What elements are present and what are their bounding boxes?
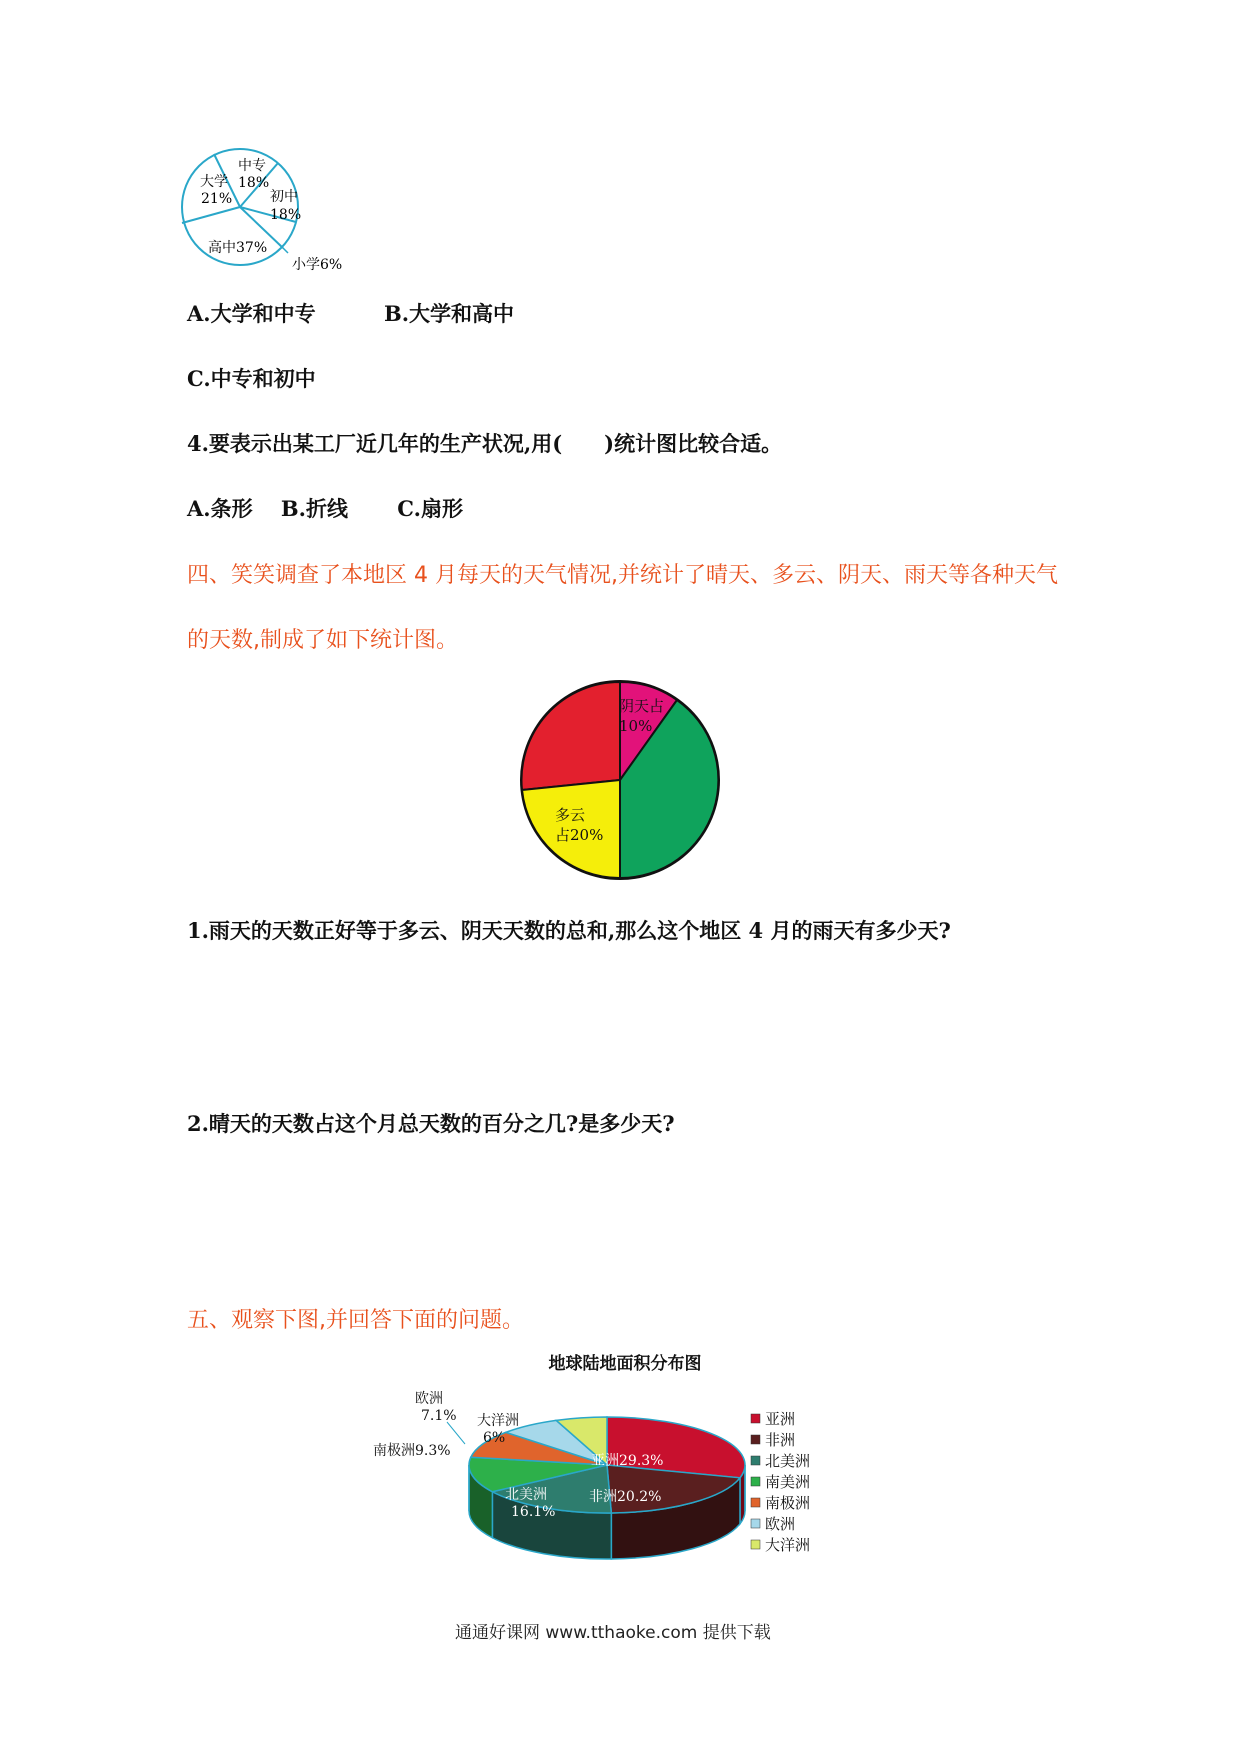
education-pie-chart	[180, 145, 380, 285]
option-a: A.大学和中专	[187, 301, 316, 326]
pie2-label-overcast-1: 多云	[555, 806, 586, 824]
pie1-label-daxue: 大学	[200, 174, 228, 190]
footer-text: 通通好课网 www.tthaoke.com 提供下载	[455, 1623, 771, 1643]
pie2-label-overcast-2: 占20%	[555, 826, 604, 844]
legend-label-非洲: 非洲	[765, 1431, 796, 1449]
pie1-label-chuzhong: 初中	[270, 189, 298, 205]
pie1-label-zhongzhuan-pct: 18%	[238, 175, 270, 191]
legend-label-大洋洲: 大洋洲	[765, 1536, 811, 1554]
chart-title: 地球陆地面积分布图	[548, 1354, 702, 1374]
legend-swatch-亚洲	[751, 1414, 760, 1423]
label-非洲: 非洲20.2%	[589, 1489, 662, 1505]
legend-label-南极洲: 南极洲	[765, 1494, 811, 1512]
label-亚洲: 亚洲29.3%	[591, 1453, 664, 1469]
legend-swatch-非洲	[751, 1435, 760, 1444]
pie2-label-cloudy-2: 10%	[619, 717, 653, 735]
section-4-line-2: 的天数,制成了如下统计图。	[187, 628, 458, 653]
legend-swatch-欧洲	[751, 1519, 760, 1528]
question-4-options: A.条形 B.折线 C.扇形	[187, 496, 463, 521]
land-area-pie-chart	[373, 1345, 845, 1570]
legend-swatch-北美洲	[751, 1456, 760, 1465]
legend-swatch-大洋洲	[751, 1540, 760, 1549]
label-北美洲: 北美洲	[505, 1487, 547, 1503]
label-南极洲: 南极洲9.3%	[373, 1443, 451, 1459]
section-5-title: 五、观察下图,并回答下面的问题。	[187, 1308, 524, 1333]
legend-label-欧洲: 欧洲	[765, 1515, 796, 1533]
legend-swatch-南极洲	[751, 1498, 760, 1507]
legend-label-北美洲: 北美洲	[765, 1452, 811, 1470]
pie1-leader-line	[283, 248, 288, 253]
legend-label-亚洲: 亚洲	[765, 1410, 796, 1428]
pie1-label-daxue-pct: 21%	[201, 191, 233, 207]
label-大洋洲: 大洋洲	[477, 1413, 519, 1429]
pie1-label-gaozhong: 高中37%	[208, 240, 268, 256]
question-4: 4.要表示出某工厂近几年的生产状况,用( )统计图比较合适。	[187, 431, 783, 456]
option-b: B.大学和高中	[384, 301, 515, 326]
pie1-label-zhongzhuan: 中专	[238, 158, 266, 174]
question-2: 2.晴天的天数占这个月总天数的百分之几?是多少天?	[187, 1111, 675, 1136]
label-欧洲: 欧洲	[415, 1391, 443, 1407]
section-4-line-1: 四、笑笑调查了本地区 4 月每天的天气情况,并统计了晴天、多云、阴天、雨天等各种天气	[187, 563, 1058, 588]
pie1-label-xiaoxue: 小学6%	[292, 257, 343, 273]
label2-大洋洲: 6%	[483, 1430, 506, 1446]
legend-swatch-南美洲	[751, 1477, 760, 1486]
label2-北美洲: 16.1%	[511, 1504, 556, 1520]
label-南美洲: 南美洲12%	[391, 1468, 465, 1484]
pie1-divider	[182, 207, 240, 223]
label2-欧洲: 7.1%	[421, 1408, 457, 1424]
legend-label-南美洲: 南美洲	[765, 1473, 811, 1491]
pie2-slice-red	[521, 682, 620, 790]
chart-legend	[751, 1410, 810, 1554]
weather-pie-chart	[515, 675, 725, 885]
option-c: C.中专和初中	[187, 366, 316, 391]
question-1: 1.雨天的天数正好等于多云、阴天天数的总和,那么这个地区 4 月的雨天有多少天?	[187, 918, 951, 943]
pie2-label-cloudy-1: 阴天占	[619, 697, 665, 715]
leader-欧洲	[447, 1422, 465, 1444]
pie1-label-chuzhong-pct: 18%	[270, 207, 302, 223]
